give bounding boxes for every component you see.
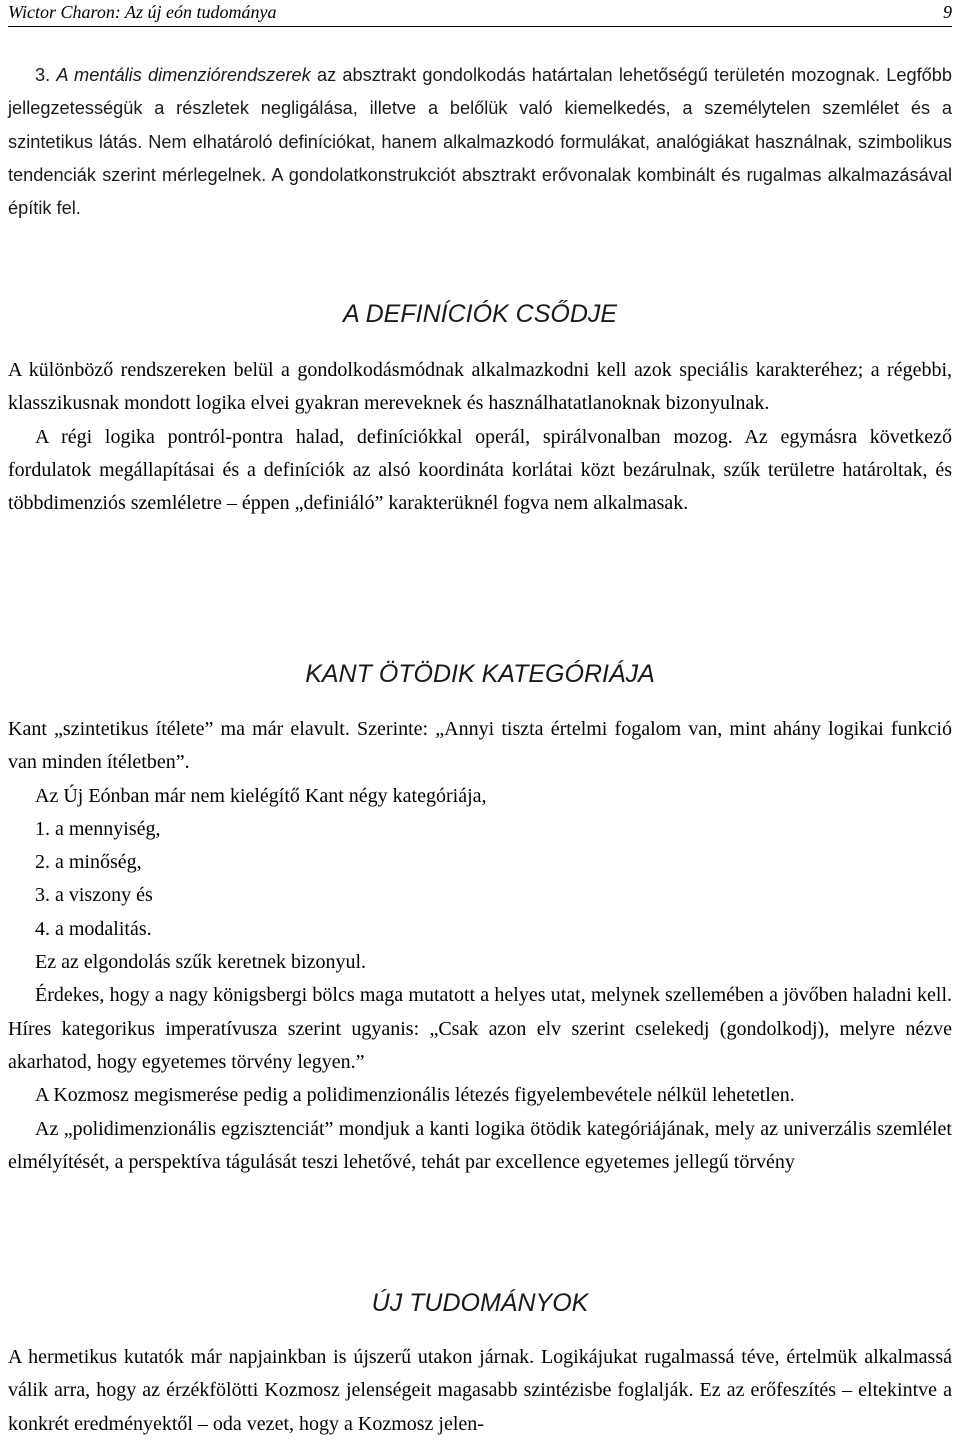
section3-body bbox=[8, 1341, 952, 1441]
kant-list-outro: Ez az elgondolás szűk keretnek bizonyul. bbox=[35, 951, 366, 974]
kant-paragraph-3: A Kozmosz megismerése pedig a polidimenzionális létezés figyelembevétele nélkül lehetetlen. bbox=[35, 1084, 795, 1107]
intro-text: az absztrakt gondolkodás határtalan lehetőségű területén mozognak. Legfőbb jellegzetességük a részletek negligálása, illetve a belőlük való kiemelkedés, a személytelen szemlélet és a szintetikus látás. Nem elhatároló definíciókat, hanem alkalmazkodó formulákat, analógiákat használnak, szimbolikus tendenciák szerint mérlegelnek. A gondolatkonstrukciót absztrakt erővonalak kombinált és rugalmas alkalmazásával építik fel. bbox=[8, 65, 952, 219]
kant-list-item-1: 1. a mennyiség, bbox=[35, 817, 161, 840]
kant-list-item-4: 4. a modalitás. bbox=[35, 917, 152, 940]
page-number: 9 bbox=[943, 2, 952, 22]
section-heading-new-sciences: ÚJ TUDOMÁNYOK bbox=[371, 1289, 589, 1317]
kant-paragraph-4: Az „polidimenzionális egzisztenciát” mondjuk a kanti logika ötödik kategóriájának, mely az univerzális szemlélet elmélyítését, a perspektíva tágulását teszi lehetővé, tehát par excellence egyetemes jellegű törvény bbox=[8, 1117, 952, 1173]
section-heading-kant: KANT ÖTÖDIK KATEGÓRIÁJA bbox=[305, 660, 655, 688]
section1-body bbox=[8, 354, 952, 520]
kant-paragraph-2: Érdekes, hogy a nagy königsbergi bölcs maga mutatott a helyes utat, melynek szellemében a jövőben haladni kell. Híres kategorikus imperatívusza szerint ugyanis: „Csak azon elv szerint cselekedj (gondolkodj), melyre nézve akarhatod, hogy egyetemes törvény legyen.” bbox=[8, 984, 952, 1073]
kant-paragraph-1: Kant „szintetikus ítélete” ma már elavult. Szerinte: „Annyi tiszta értelmi fogalom van, mint ahány logikai funkció van minden ítéletben”. bbox=[8, 718, 952, 774]
running-header bbox=[8, 0, 952, 27]
kant-list-item-2: 2. a minőség, bbox=[35, 851, 142, 874]
intro-term: A mentális dimenziórendszerek bbox=[56, 65, 311, 85]
intro-paragraph bbox=[8, 59, 952, 225]
section1-paragraph-2: A régi logika pontról-pontra halad, definíciókkal operál, spirálvonalban mozog. Az egymásra következő fordulatok megállapításai és a definíciók az alsó koordináta korlátai közt bezárulnak, szűk területre határoltak, és többdimenziós szemléletre – éppen „definiáló” karakterüknél fogva nem alkalmasak. bbox=[8, 425, 952, 515]
intro-number: 3. bbox=[35, 65, 57, 85]
section1-paragraph-1: A különböző rendszereken belül a gondolkodásmódnak alkalmazkodni kell azok speciális karakteréhez; a régebbi, klasszikusnak mondott logika elvei gyakran mereveknek és használhatatlanoknak bizonyulnak. bbox=[8, 359, 952, 415]
section-heading-definitions: A DEFINÍCIÓK CSŐDJE bbox=[342, 300, 618, 328]
header-title: Wictor Charon: Az új eón tudománya bbox=[8, 2, 277, 22]
section3-paragraph: A hermetikus kutatók már napjainkban is újszerű utakon járnak. Logikájukat rugalmassá téve, értelmük alkalmassá válik arra, hogy az érzékfölötti Kozmosz jelenségeit magasabb szintézisbe foglalják. Ez az erőfeszítés – eltekintve a konkrét eredményektől – oda vezet, hogy a Kozmosz jelen- bbox=[8, 1346, 952, 1435]
kant-list-intro: Az Új Eónban már nem kielégítő Kant négy kategóriája, bbox=[35, 784, 487, 807]
section2-body bbox=[8, 713, 952, 1179]
kant-list-item-3: 3. a viszony és bbox=[35, 884, 153, 907]
